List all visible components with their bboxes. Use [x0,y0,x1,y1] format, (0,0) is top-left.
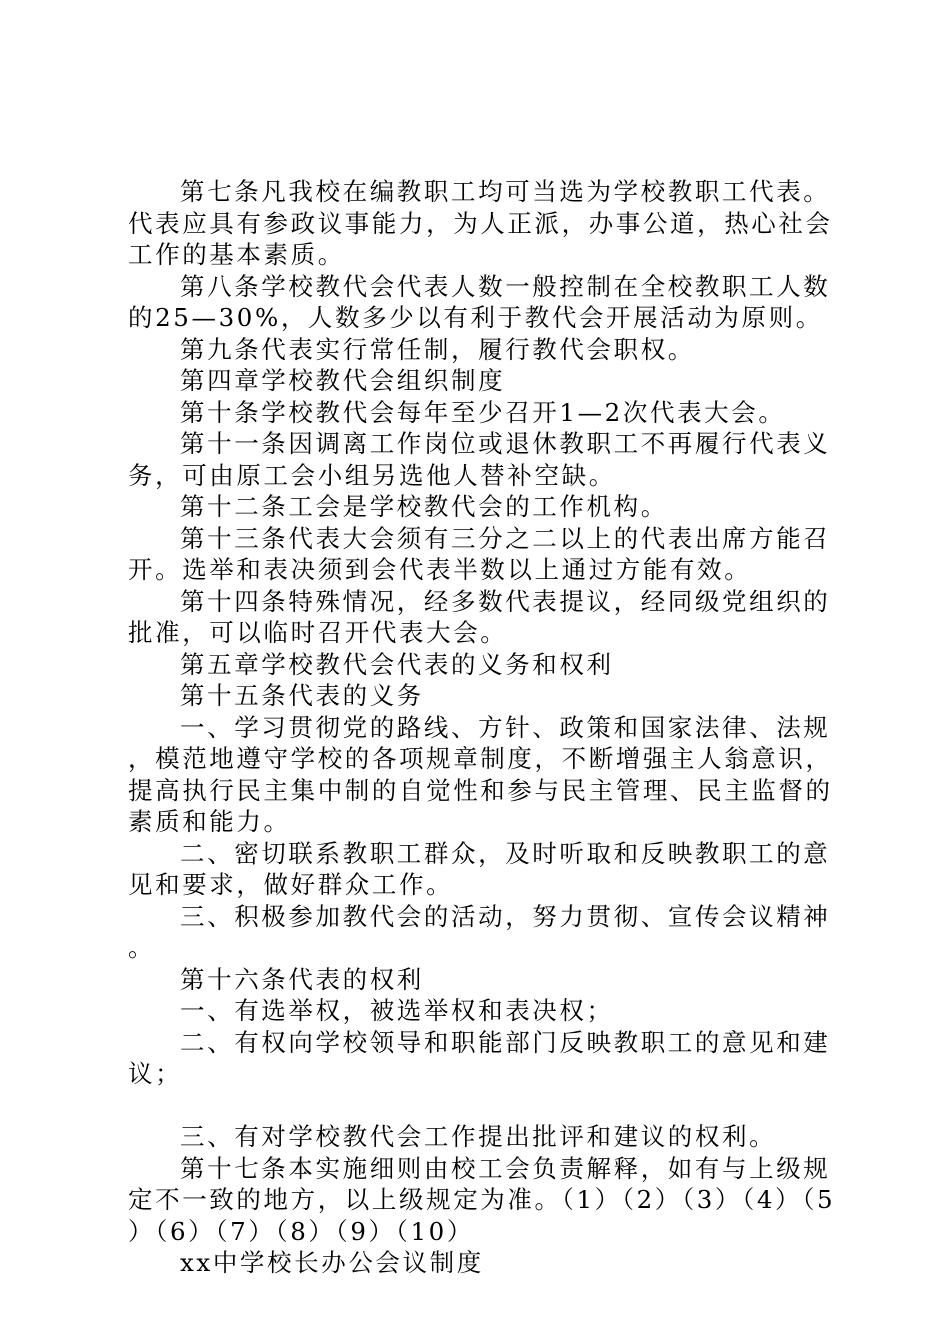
paragraph-article-13: 第十三条代表大会须有三分之二以上的代表出席方能召开。选举和表决须到会代表半数以上通过方能有效。 [128,523,831,584]
paragraph-article-11: 第十一条因调离工作岗位或退休教职工不再履行代表义务，可由原工会小组另选他人替补空缺。 [128,429,831,490]
blank-line [128,1090,840,1122]
paragraph-article-10: 第十条学校教代会每年至少召开1—2次代表大会。 [180,397,786,427]
paragraph-article-17: 第十七条本实施细则由校工会负责解释，如有与上级规定不一致的地方，以上级规定为准。（1）（2）（3）（4）（5）（6）（7）（8）（9）（10） [128,1153,836,1246]
paragraph-article-16: 第十六条代表的权利 [180,964,424,994]
paragraph-article-15: 第十五条代表的义务 [180,681,424,710]
chapter-heading-4: 第四章学校教代会组织制度 [180,366,506,395]
duty-item-2: 二、密切联系教职工群众，及时听取和反映教职工的意见和要求，做好群众工作。 [128,838,831,899]
paragraph-article-8: 第八条学校教代会代表人数一般控制在全校教职工人数的25—30%，人数多少以有利于教代会开展活动为原则。 [128,271,831,332]
paragraph-article-12: 第十二条工会是学校教代会的工作机构。 [180,492,668,521]
duty-item-1: 一、学习贯彻党的路线、方针、政策和国家法律、法规，模范地遵守学校的各项规章制度，不断增强主人翁意识，提高执行民主集中制的自觉性和参与民主管理、民主监督的素质和能力。 [128,712,833,836]
paragraph-article-9: 第九条代表实行常任制，履行教代会职权。 [180,334,695,364]
paragraph-article-14: 第十四条特殊情况，经多数代表提议，经同级党组织的批准，可以临时召开代表大会。 [128,586,831,647]
right-item-2: 二、有权向学校领导和职能部门反映教职工的意见和建议； [128,1027,831,1088]
chapter-heading-5: 第五章学校教代会代表的义务和权利 [180,649,614,679]
document-body [128,176,840,1279]
right-item-1: 一、有选举权，被选举权和表决权； [180,996,614,1025]
next-section-title: xx中学校长办公会议制度 [180,1248,484,1277]
duty-item-3: 三、积极参加教代会的活动，努力贯彻、宣传会议精神。 [128,901,831,962]
paragraph-article-7: 第七条凡我校在编教职工均可当选为学校教职工代表。代表应具有参政议事能力，为人正派，办事公道，热心社会工作的基本素质。 [128,177,833,269]
right-item-3: 三、有对学校教代会工作提出批评和建议的权利。 [180,1122,777,1151]
